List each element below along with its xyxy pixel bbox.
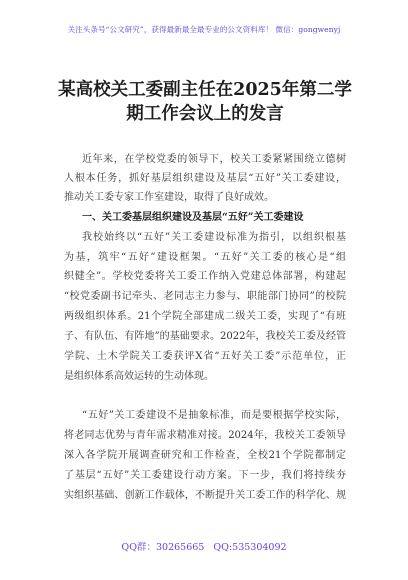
paragraph-line: 实组织基础、创新工作载体，不断提升关工委工作的科学化、规 (64, 490, 346, 501)
paragraph-line: “校党委副书记牵头、老同志主力参与、职能部门协同”的校院 (64, 291, 346, 302)
section-heading: 一、关工委基层组织建设及基层“五好”关工委建设 (82, 212, 304, 223)
paragraph-line: 了基层“五好”关工委建设行动方案。下一步，我们将持续夯 (64, 470, 346, 481)
paragraph-line: 织健全”。学校党委将关工委工作纳入党建总体部署，构建起 (64, 271, 346, 282)
paragraph-line: 深入各学院开展调查研究和工作检查，全校21个学院都制定 (64, 450, 346, 461)
paragraph-line: 子、有队伍、有阵地”的基础要求。2022年，我校关工委及经管 (64, 331, 346, 342)
title-line: 某高校关工委副主任在2025年第二学 (58, 80, 352, 100)
paragraph-line: 推动关工委专家工作室建设，取得了良好成效。 (64, 192, 274, 203)
paragraph-line: 两级组织体系。21个学院全部建成二级关工委，实现了“有班 (64, 311, 346, 322)
paragraph-line: 我校始终以“五好”关工委建设标准为指引，以组织根基 (82, 232, 346, 243)
paragraph-line: 人根本任务，抓好基层组织建设及基层“五好”关工委建设， (64, 173, 346, 184)
footer-qq-number: QQ:535304092 (213, 542, 287, 553)
header-promo-note: 关注头条号“公文研究”，获得最新最全最专业的公文资料库！ 微信：gongwenyj (67, 25, 341, 34)
footer-contact (0, 539, 408, 553)
paragraph-line: 是组织体系高效运转的生动体现。 (64, 371, 214, 382)
paragraph-line: 学院、土木学院关工委获评X省“五好关工委”示范单位，正 (64, 351, 346, 362)
title-line: 期工作会议上的发言 (126, 104, 284, 124)
paragraph-line: 为基，筑牢“五好”建设框架。“五好”关工委的核心是“组 (64, 252, 346, 263)
paragraph-line: “五好”关工委建设不是抽象标准，而是要根据学校实际， (82, 410, 346, 421)
paragraph-line: 将老同志优势与青年需求精准对接。2024年，我校关工委领导 (64, 430, 346, 441)
document-title (40, 78, 370, 126)
paragraph-line: 近年来，在学校党委的领导下，校关工委紧紧围绕立德树 (82, 154, 346, 165)
footer-qq-group: QQ群：30265665 (121, 542, 205, 553)
